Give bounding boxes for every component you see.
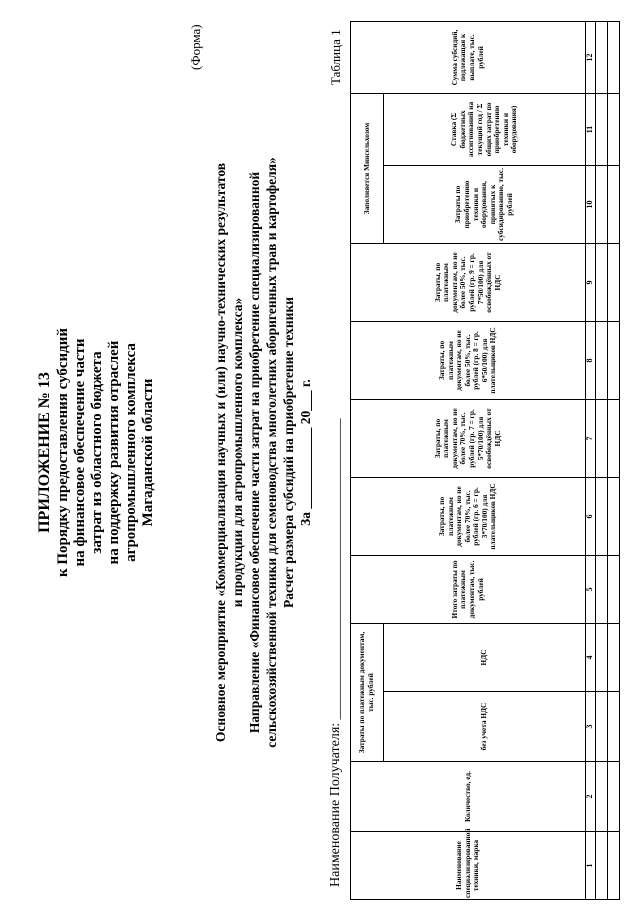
header-col10: Затраты по приобретению техники и оборудования, принятых к субсидированию, тыс. рублей: [384, 165, 586, 243]
table-cell: [596, 832, 608, 900]
header-col7: Затраты, по платежным документам, но не более 70%, тыс. рублей (гр. 7 = гр. 5*70/100) для освобождённых от НДС: [351, 399, 586, 477]
header-quantity: Количество, ед.: [351, 762, 586, 832]
table-cell: [596, 93, 608, 165]
period-suffix: г.: [298, 379, 313, 388]
table-cell: [596, 165, 608, 243]
header-without-vat: без учета НДС: [384, 692, 586, 762]
measure-line: Основное мероприятие «Коммерциализация научных и (или) научно-технических результатов: [213, 162, 228, 743]
header-col8: Затраты, по платежным документам, но не более 50%, тыс. рублей (гр. 8 = гр. 6*50/100) для плательщиков НДС: [351, 321, 586, 399]
header-col11: Ставка (Σ бюджетных ассигнований на текущий год / Σ общих затрат по приобретению техники и оборудования): [384, 93, 586, 165]
form-label: (Форма): [188, 24, 203, 70]
column-number: 3: [586, 692, 596, 762]
subject-block: [212, 0, 314, 905]
column-number: 10: [586, 165, 596, 243]
column-number: 6: [586, 477, 596, 555]
table-cell: [596, 477, 608, 555]
table-cell: [596, 321, 608, 399]
header-total: Итого затраты по платежным документам, тыс. рублей: [351, 555, 586, 623]
direction-line: Направление «Финансовое обеспечение части затрат на приобретение специализированной: [247, 171, 262, 734]
appendix-header: [35, 0, 157, 905]
appendix-line: на финансовое обеспечение части: [72, 338, 88, 567]
table-cell: [608, 165, 620, 243]
appendix-line: агропромышленного комплекса: [123, 343, 139, 562]
table-cell: [608, 321, 620, 399]
table-cell: [596, 762, 608, 832]
header-costs-group: Затраты по платежным документам, тыс. рублей: [351, 623, 384, 761]
period-line: [297, 0, 314, 905]
measure-line: и продукции для агропромышленного комплекса»: [230, 297, 245, 608]
table-cell: [596, 399, 608, 477]
appendix-line: к Порядку предоставления субсидий: [55, 327, 71, 578]
table-cell: [608, 555, 620, 623]
table-cell: [608, 692, 620, 762]
period-year: 20: [298, 410, 313, 425]
direction-line: сельскохозяйственной техники для семеноводства многолетних аборигенных трав и картофеля»: [264, 157, 279, 748]
recipient-blank: ___________________________________________: [328, 418, 343, 720]
recipient-line: [328, 418, 344, 887]
header-row-top: [351, 21, 384, 899]
table-cell: [596, 623, 608, 691]
table-cell: [596, 555, 608, 623]
period-blank: ____________: [298, 427, 313, 509]
table-cell: [608, 832, 620, 900]
table-cell: [608, 243, 620, 321]
subsidy-table: [350, 21, 620, 900]
header-col9: Затраты, по платежным документам, но не более 50%, тыс. рублей (гр. 9 = гр. 7*50/100) для освобождённых от НДС: [351, 243, 586, 321]
table-cell: [596, 692, 608, 762]
recipient-label: Наименование Получателя:: [328, 722, 343, 887]
column-number: 9: [586, 243, 596, 321]
header-ministry-group: Заполняется Минсельхозом: [351, 93, 384, 243]
column-number: 2: [586, 762, 596, 832]
empty-data-row: [608, 21, 620, 899]
table-cell: [608, 623, 620, 691]
column-number: 5: [586, 555, 596, 623]
header-col6: Затраты, по платежным документам, но не более 70%, тыс. рублей (гр. 6 = гр. 3*70/100) для плательщиков НДС: [351, 477, 586, 555]
table-cell: [596, 21, 608, 93]
appendix-title: ПРИЛОЖЕНИЕ № 13: [36, 372, 53, 533]
empty-data-row: [596, 21, 608, 899]
column-number: 11: [586, 93, 596, 165]
column-number: 12: [586, 21, 596, 93]
header-name: Наименование специализированной техники, марка: [351, 832, 586, 900]
calc-title: Расчет размера субсидий на приобретение техники: [281, 296, 296, 609]
table-cell: [608, 477, 620, 555]
appendix-line: затрат из областного бюджета: [89, 351, 105, 554]
column-number: 1: [586, 832, 596, 900]
table-cell: [608, 93, 620, 165]
table-cell: [608, 762, 620, 832]
column-number-row: [586, 21, 596, 899]
appendix-line: Магаданской области: [140, 378, 156, 527]
column-number: 8: [586, 321, 596, 399]
column-number: 7: [586, 399, 596, 477]
table-cell: [596, 243, 608, 321]
table-cell: [608, 399, 620, 477]
table-cell: [608, 21, 620, 93]
header-col12: Сумма субсидий, подлежащая к выплате, тыс. рублей: [351, 21, 586, 93]
period-prefix: За: [298, 511, 313, 526]
header-vat: НДС: [384, 623, 586, 691]
column-number: 4: [586, 623, 596, 691]
appendix-line: на поддержку развития отраслей: [106, 340, 122, 565]
table-caption: Таблица 1: [328, 29, 343, 85]
period-year-blank: ___: [298, 390, 313, 411]
